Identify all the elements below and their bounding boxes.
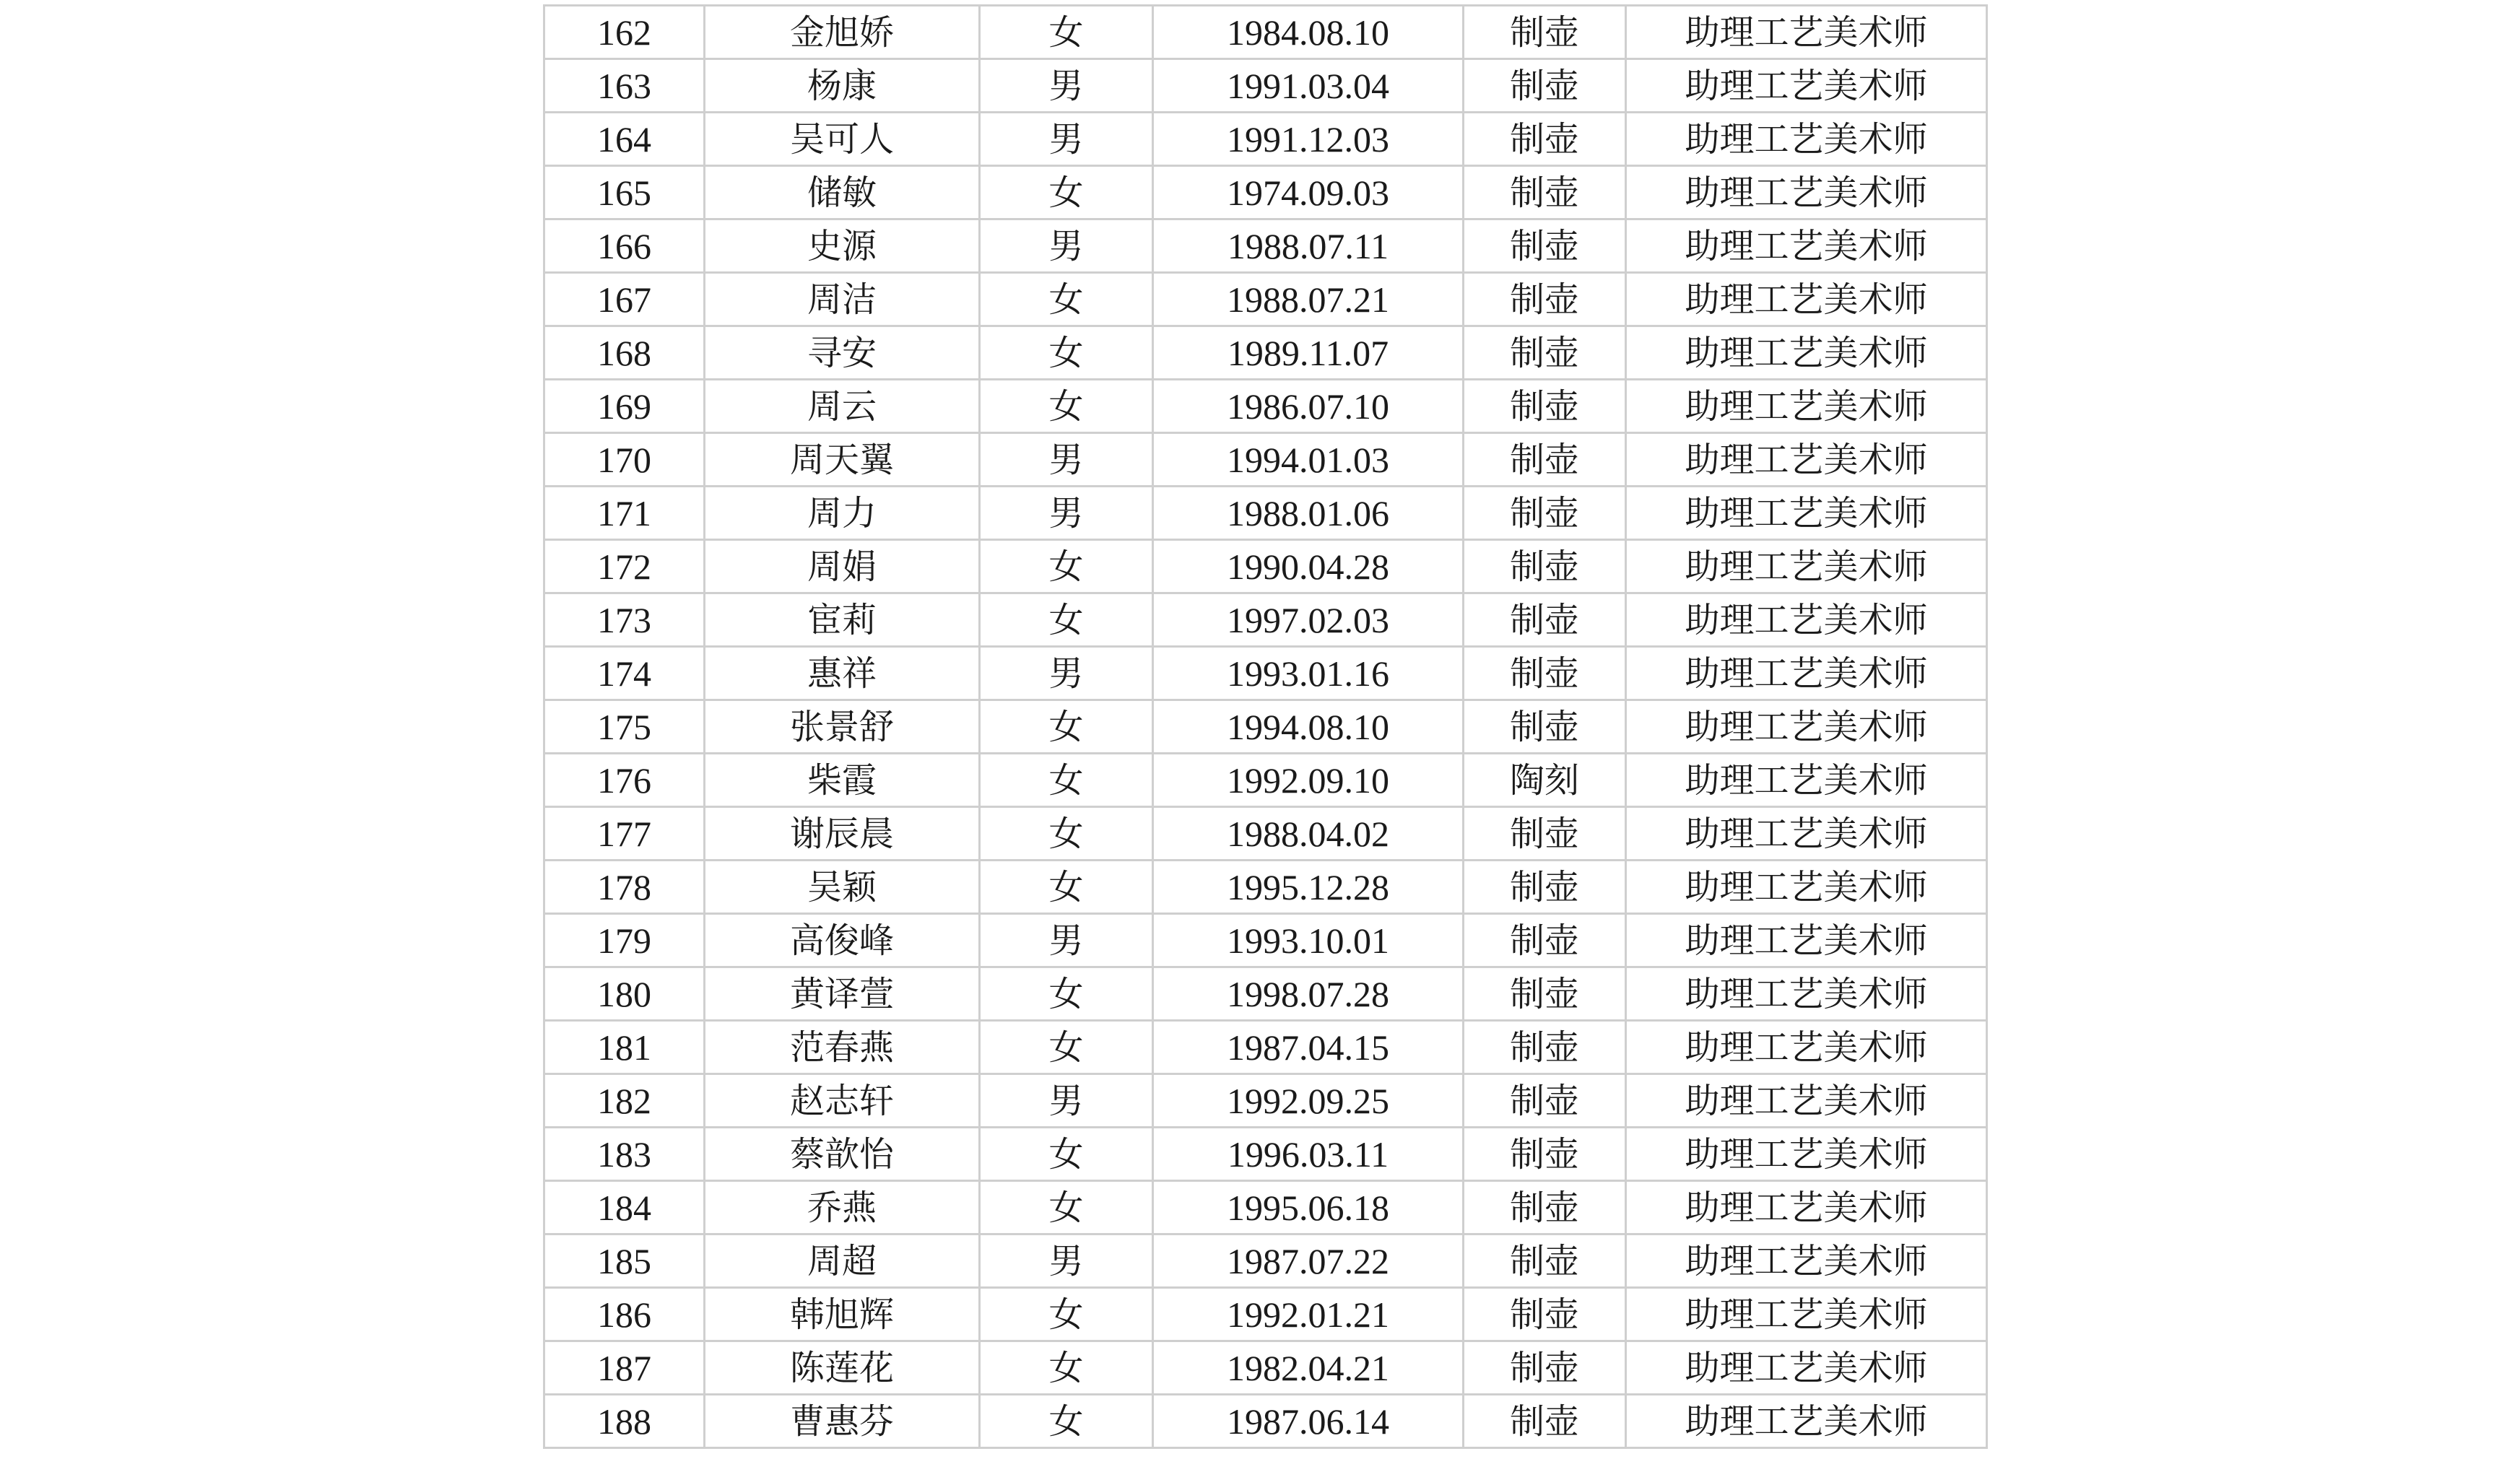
cell-number: 180 [544,967,705,1021]
cell-number: 184 [544,1181,705,1234]
cell-number: 183 [544,1128,705,1181]
cell-name: 周天翼 [705,433,980,487]
cell-craft: 制壶 [1464,967,1626,1021]
cell-title: 助理工艺美术师 [1626,540,1987,593]
table-row [544,6,1987,59]
cell-number: 171 [544,487,705,540]
cell-title: 助理工艺美术师 [1626,1074,1987,1128]
cell-title: 助理工艺美术师 [1626,6,1987,59]
cell-name: 陈莲花 [705,1341,980,1395]
cell-birth-date: 1987.07.22 [1153,1234,1464,1288]
table-row [544,861,1987,914]
cell-gender: 女 [980,1021,1153,1074]
table-row [544,1288,1987,1341]
cell-number: 166 [544,219,705,273]
cell-gender: 女 [980,754,1153,807]
cell-birth-date: 1988.01.06 [1153,487,1464,540]
cell-birth-date: 1991.03.04 [1153,59,1464,113]
cell-number: 185 [544,1234,705,1288]
cell-number: 187 [544,1341,705,1395]
cell-birth-date: 1997.02.03 [1153,593,1464,647]
cell-gender: 男 [980,1074,1153,1128]
cell-gender: 女 [980,540,1153,593]
cell-craft: 制壶 [1464,6,1626,59]
cell-gender: 女 [980,1128,1153,1181]
table-row [544,380,1987,433]
table-row [544,59,1987,113]
cell-craft: 制壶 [1464,1288,1626,1341]
cell-birth-date: 1984.08.10 [1153,6,1464,59]
cell-gender: 男 [980,433,1153,487]
cell-title: 助理工艺美术师 [1626,326,1987,380]
table-row [544,219,1987,273]
cell-birth-date: 1990.04.28 [1153,540,1464,593]
cell-birth-date: 1992.01.21 [1153,1288,1464,1341]
cell-name: 周洁 [705,273,980,326]
cell-number: 188 [544,1395,705,1448]
cell-title: 助理工艺美术师 [1626,593,1987,647]
table-row [544,647,1987,700]
cell-name: 赵志轩 [705,1074,980,1128]
cell-number: 178 [544,861,705,914]
cell-gender: 女 [980,861,1153,914]
cell-title: 助理工艺美术师 [1626,113,1987,166]
cell-title: 助理工艺美术师 [1626,59,1987,113]
cell-craft: 陶刻 [1464,754,1626,807]
table-row [544,166,1987,219]
cell-number: 176 [544,754,705,807]
cell-gender: 女 [980,6,1153,59]
table-row [544,1181,1987,1234]
cell-name: 储敏 [705,166,980,219]
cell-title: 助理工艺美术师 [1626,807,1987,861]
cell-name: 宦莉 [705,593,980,647]
cell-craft: 制壶 [1464,1395,1626,1448]
cell-birth-date: 1982.04.21 [1153,1341,1464,1395]
cell-craft: 制壶 [1464,1128,1626,1181]
cell-craft: 制壶 [1464,433,1626,487]
cell-craft: 制壶 [1464,540,1626,593]
cell-title: 助理工艺美术师 [1626,1395,1987,1448]
cell-gender: 女 [980,1288,1153,1341]
cell-gender: 男 [980,487,1153,540]
table-row [544,113,1987,166]
table-row [544,1021,1987,1074]
cell-gender: 男 [980,59,1153,113]
cell-number: 169 [544,380,705,433]
cell-gender: 女 [980,380,1153,433]
table-row [544,1128,1987,1181]
cell-name: 金旭娇 [705,6,980,59]
cell-gender: 男 [980,647,1153,700]
table-row [544,433,1987,487]
table-row [544,700,1987,754]
cell-name: 蔡歆怡 [705,1128,980,1181]
cell-birth-date: 1995.06.18 [1153,1181,1464,1234]
table-row [544,326,1987,380]
cell-title: 助理工艺美术师 [1626,647,1987,700]
cell-name: 寻安 [705,326,980,380]
cell-name: 范春燕 [705,1021,980,1074]
cell-number: 177 [544,807,705,861]
cell-title: 助理工艺美术师 [1626,1181,1987,1234]
cell-birth-date: 1987.04.15 [1153,1021,1464,1074]
cell-number: 173 [544,593,705,647]
cell-name: 史源 [705,219,980,273]
cell-name: 周娟 [705,540,980,593]
cell-gender: 男 [980,914,1153,967]
cell-gender: 男 [980,219,1153,273]
table-row [544,1341,1987,1395]
table-row [544,807,1987,861]
roster-table [543,4,1988,1449]
cell-craft: 制壶 [1464,1234,1626,1288]
cell-craft: 制壶 [1464,861,1626,914]
cell-number: 168 [544,326,705,380]
cell-gender: 女 [980,1395,1153,1448]
cell-gender: 女 [980,700,1153,754]
cell-craft: 制壶 [1464,1021,1626,1074]
cell-craft: 制壶 [1464,593,1626,647]
cell-name: 韩旭辉 [705,1288,980,1341]
cell-title: 助理工艺美术师 [1626,1288,1987,1341]
cell-birth-date: 1995.12.28 [1153,861,1464,914]
cell-gender: 女 [980,273,1153,326]
table-row [544,1074,1987,1128]
cell-birth-date: 1988.07.11 [1153,219,1464,273]
cell-birth-date: 1992.09.10 [1153,754,1464,807]
cell-craft: 制壶 [1464,700,1626,754]
cell-name: 周超 [705,1234,980,1288]
cell-number: 175 [544,700,705,754]
cell-title: 助理工艺美术师 [1626,914,1987,967]
cell-craft: 制壶 [1464,647,1626,700]
cell-title: 助理工艺美术师 [1626,487,1987,540]
cell-birth-date: 1987.06.14 [1153,1395,1464,1448]
cell-number: 167 [544,273,705,326]
cell-craft: 制壶 [1464,1074,1626,1128]
cell-craft: 制壶 [1464,380,1626,433]
cell-gender: 女 [980,1181,1153,1234]
cell-name: 吴颖 [705,861,980,914]
cell-craft: 制壶 [1464,487,1626,540]
cell-name: 张景舒 [705,700,980,754]
cell-number: 181 [544,1021,705,1074]
cell-name: 黄译萱 [705,967,980,1021]
table-row [544,540,1987,593]
cell-number: 172 [544,540,705,593]
cell-title: 助理工艺美术师 [1626,1021,1987,1074]
table-row [544,1395,1987,1448]
cell-birth-date: 1994.08.10 [1153,700,1464,754]
cell-craft: 制壶 [1464,273,1626,326]
cell-title: 助理工艺美术师 [1626,273,1987,326]
cell-name: 曹惠芬 [705,1395,980,1448]
cell-gender: 女 [980,967,1153,1021]
cell-name: 惠祥 [705,647,980,700]
cell-number: 174 [544,647,705,700]
cell-name: 周云 [705,380,980,433]
cell-number: 179 [544,914,705,967]
table-row [544,967,1987,1021]
cell-number: 162 [544,6,705,59]
table-row [544,273,1987,326]
cell-title: 助理工艺美术师 [1626,1341,1987,1395]
cell-birth-date: 1996.03.11 [1153,1128,1464,1181]
cell-title: 助理工艺美术师 [1626,1128,1987,1181]
cell-birth-date: 1994.01.03 [1153,433,1464,487]
cell-gender: 女 [980,1341,1153,1395]
cell-birth-date: 1988.07.21 [1153,273,1464,326]
cell-title: 助理工艺美术师 [1626,166,1987,219]
cell-gender: 女 [980,166,1153,219]
cell-craft: 制壶 [1464,59,1626,113]
cell-craft: 制壶 [1464,1341,1626,1395]
cell-gender: 女 [980,807,1153,861]
cell-name: 吴可人 [705,113,980,166]
cell-title: 助理工艺美术师 [1626,861,1987,914]
cell-number: 165 [544,166,705,219]
cell-number: 186 [544,1288,705,1341]
cell-name: 杨康 [705,59,980,113]
cell-number: 182 [544,1074,705,1128]
cell-birth-date: 1974.09.03 [1153,166,1464,219]
cell-craft: 制壶 [1464,914,1626,967]
cell-gender: 男 [980,113,1153,166]
cell-birth-date: 1989.11.07 [1153,326,1464,380]
cell-name: 周力 [705,487,980,540]
table-row [544,754,1987,807]
cell-number: 164 [544,113,705,166]
cell-birth-date: 1993.10.01 [1153,914,1464,967]
cell-gender: 男 [980,1234,1153,1288]
cell-gender: 女 [980,593,1153,647]
cell-title: 助理工艺美术师 [1626,754,1987,807]
cell-gender: 女 [980,326,1153,380]
cell-title: 助理工艺美术师 [1626,380,1987,433]
roster-table-body [544,6,1987,1448]
cell-birth-date: 1988.04.02 [1153,807,1464,861]
cell-name: 柴霞 [705,754,980,807]
cell-craft: 制壶 [1464,326,1626,380]
cell-name: 谢辰晨 [705,807,980,861]
cell-number: 170 [544,433,705,487]
cell-craft: 制壶 [1464,113,1626,166]
cell-craft: 制壶 [1464,1181,1626,1234]
table-row [544,1234,1987,1288]
cell-birth-date: 1986.07.10 [1153,380,1464,433]
cell-birth-date: 1991.12.03 [1153,113,1464,166]
cell-craft: 制壶 [1464,219,1626,273]
cell-birth-date: 1993.01.16 [1153,647,1464,700]
cell-name: 乔燕 [705,1181,980,1234]
table-row [544,914,1987,967]
cell-craft: 制壶 [1464,166,1626,219]
cell-birth-date: 1998.07.28 [1153,967,1464,1021]
cell-craft: 制壶 [1464,807,1626,861]
cell-title: 助理工艺美术师 [1626,700,1987,754]
cell-title: 助理工艺美术师 [1626,967,1987,1021]
cell-birth-date: 1992.09.25 [1153,1074,1464,1128]
cell-number: 163 [544,59,705,113]
table-row [544,593,1987,647]
cell-name: 高俊峰 [705,914,980,967]
cell-title: 助理工艺美术师 [1626,433,1987,487]
table-row [544,487,1987,540]
cell-title: 助理工艺美术师 [1626,1234,1987,1288]
cell-title: 助理工艺美术师 [1626,219,1987,273]
